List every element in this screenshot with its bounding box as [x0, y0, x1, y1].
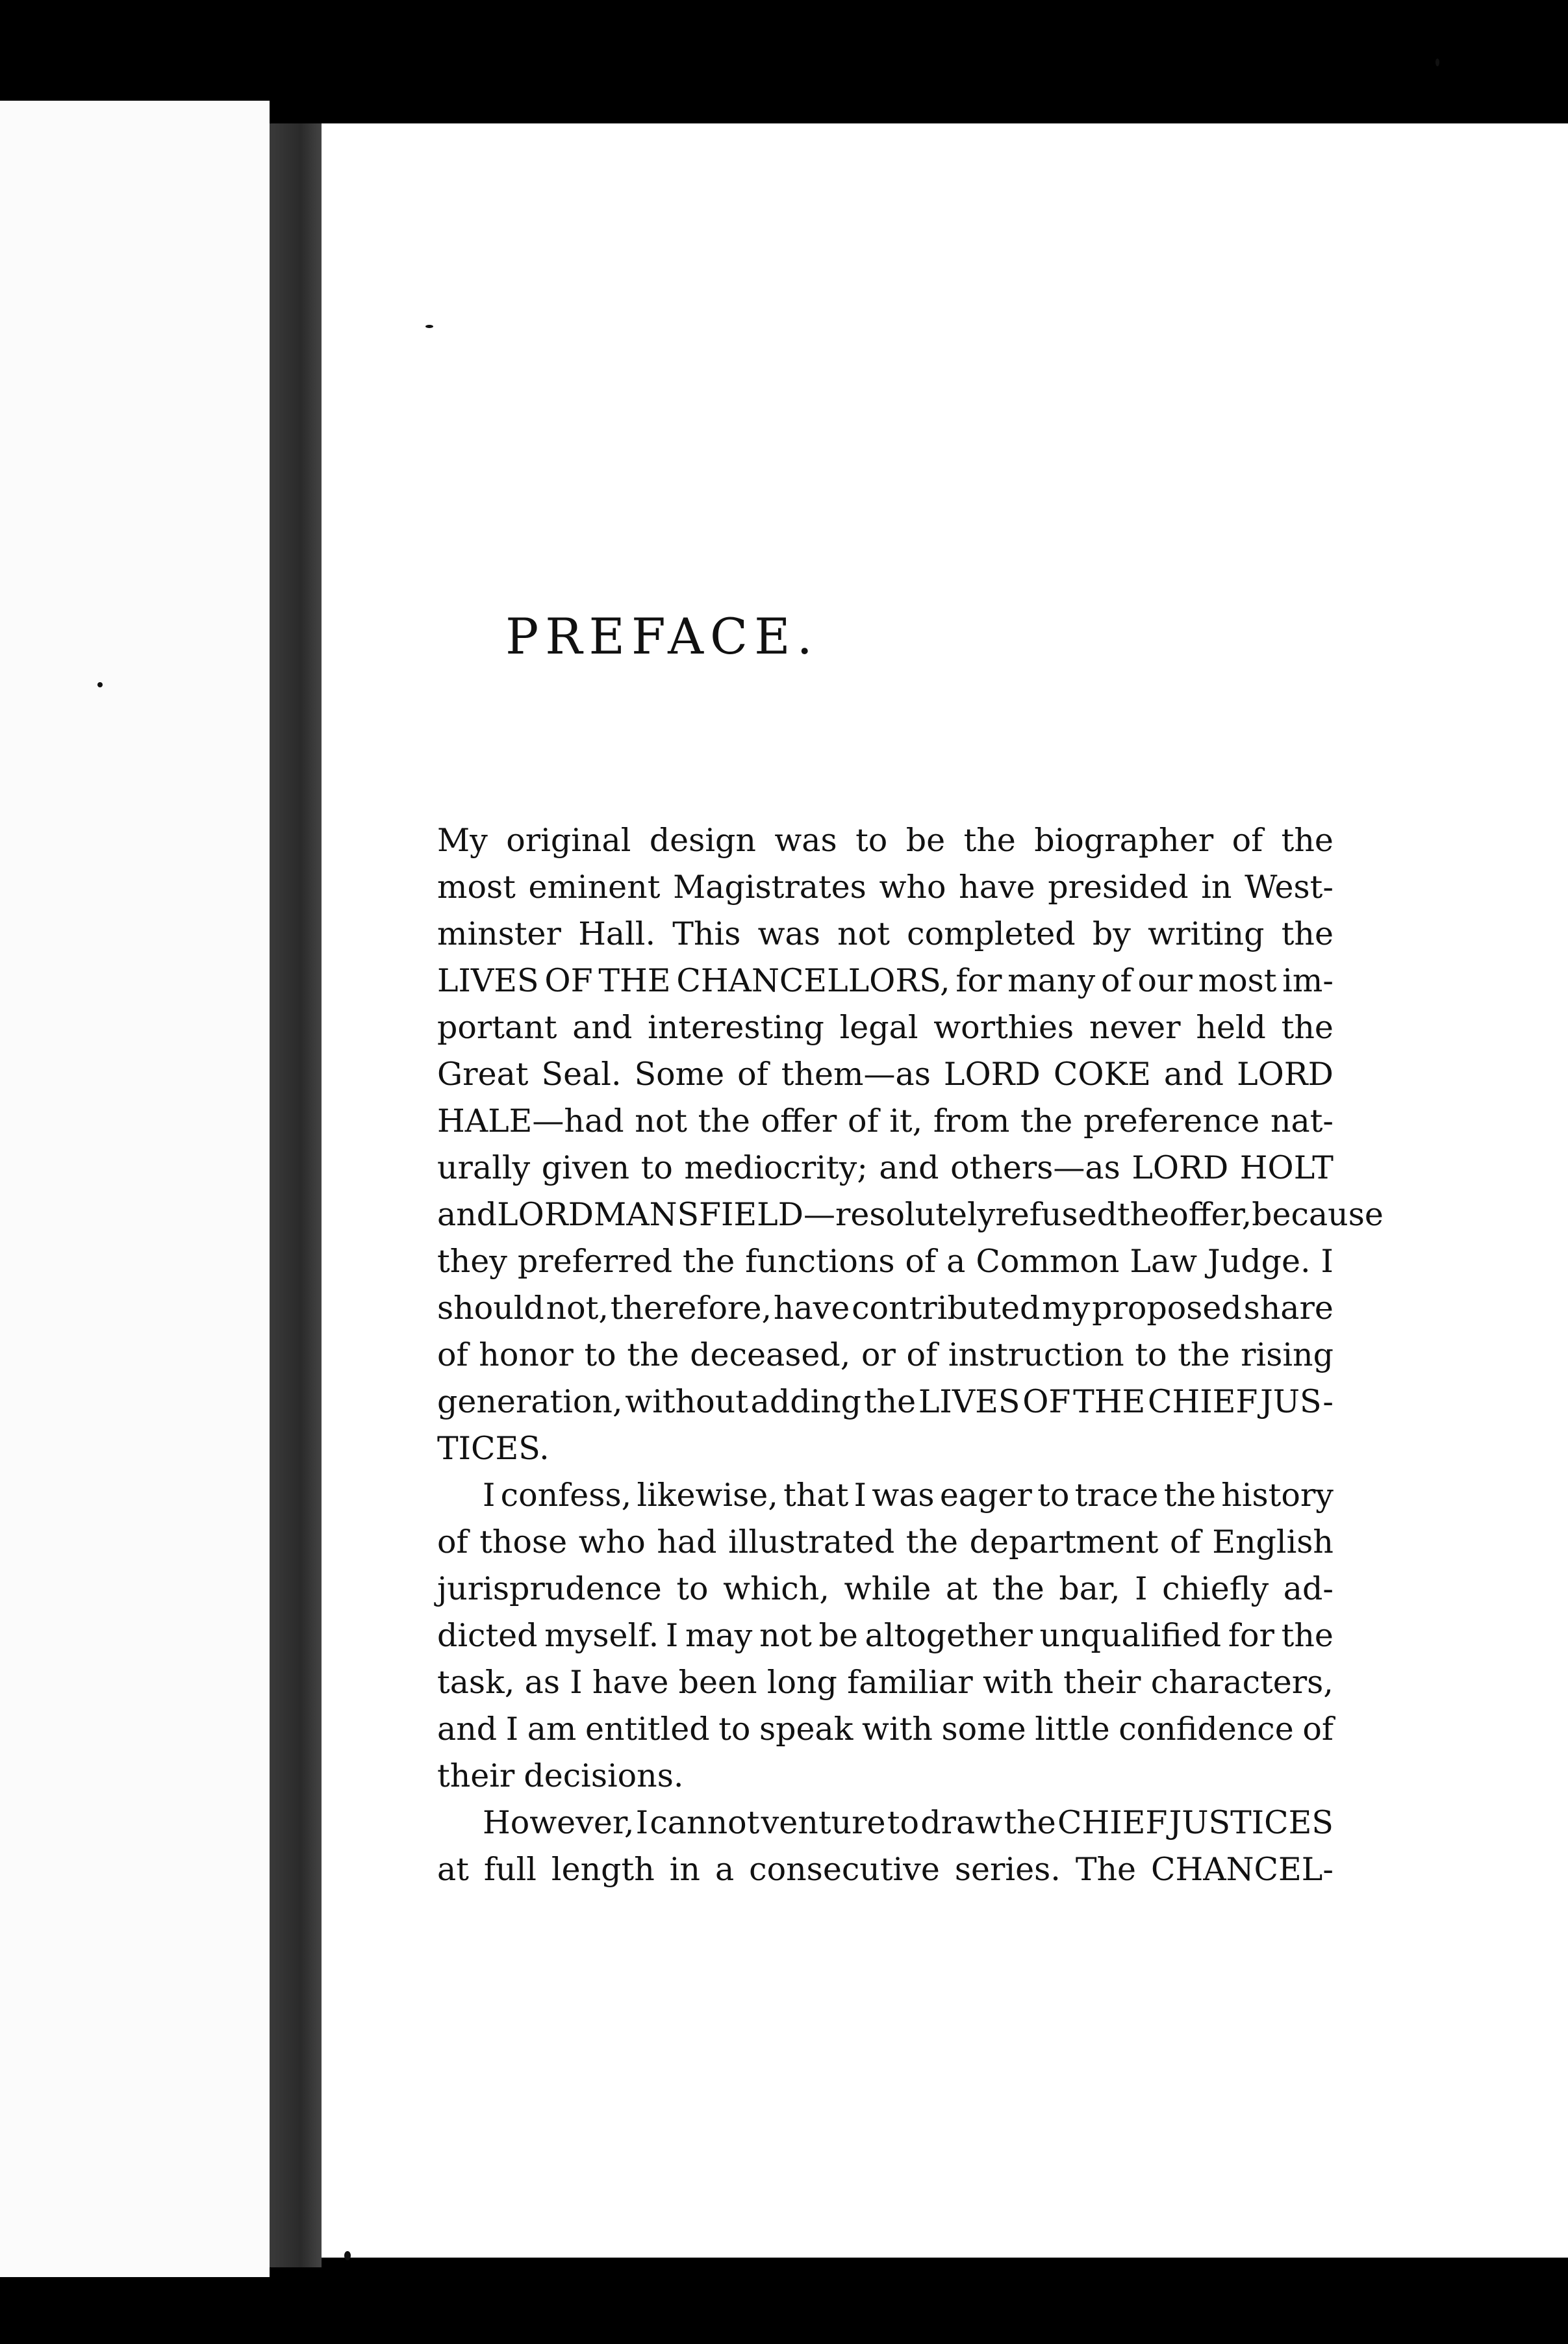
text-line: most eminent Magistrates who have presided in West-	[437, 869, 1334, 906]
text-line: Great Seal. Some of them—as LORD COKE and LORD	[437, 1056, 1334, 1093]
text-line: LIVES OF THE CHANCELLORS, for many of our most im-	[437, 962, 1334, 999]
text-line: However, I cannot venture to draw the CHIEF JUSTICES	[483, 1804, 1334, 1841]
text-line: I confess, likewise, that I was eager to trace the history	[483, 1477, 1334, 1514]
text-line: of honor to the deceased, or of instruction to the rising	[437, 1336, 1334, 1373]
speck	[1435, 58, 1439, 66]
book-edge	[270, 123, 322, 2267]
text-line: generation, without adding the LIVES OF THE CHIEF JUS-	[437, 1383, 1334, 1420]
text-line: at full length in a consecutive series. The CHANCEL-	[437, 1851, 1334, 1888]
text-line: jurisprudence to which, while at the bar, I chiefly ad-	[437, 1570, 1334, 1607]
text-line: HALE—had not the offer of it, from the preference nat-	[437, 1102, 1334, 1140]
text-line: task, as I have been long familiar with their characters,	[437, 1664, 1334, 1701]
speck	[425, 325, 433, 328]
text-line: TICES.	[437, 1430, 550, 1467]
text-line: minster Hall. This was not completed by writing the	[437, 915, 1334, 952]
text-line: their decisions.	[437, 1757, 684, 1794]
text-line: and LORD MANSFIELD—resolutely refused the offer, because	[437, 1196, 1384, 1233]
text-line: of those who had illustrated the department of English	[437, 1523, 1334, 1561]
speck	[97, 682, 103, 687]
text-line: should not, therefore, have contributed my proposed share	[437, 1290, 1334, 1327]
text-line: My original design was to be the biographer of the	[437, 822, 1334, 859]
text-line: they preferred the functions of a Common Law Judge. I	[437, 1243, 1334, 1280]
text-line: dicted myself. I may not be altogether unqualified for the	[437, 1617, 1334, 1654]
speck	[344, 2251, 351, 2260]
left-page	[0, 101, 270, 2277]
text-line: urally given to mediocrity; and others—as LORD HOLT	[437, 1149, 1334, 1186]
text-line: portant and interesting legal worthies never held the	[437, 1009, 1334, 1046]
preface-body	[437, 817, 1384, 1893]
page-title: PREFACE.	[505, 607, 819, 665]
text-line: and I am entitled to speak with some little confidence of	[437, 1711, 1334, 1748]
